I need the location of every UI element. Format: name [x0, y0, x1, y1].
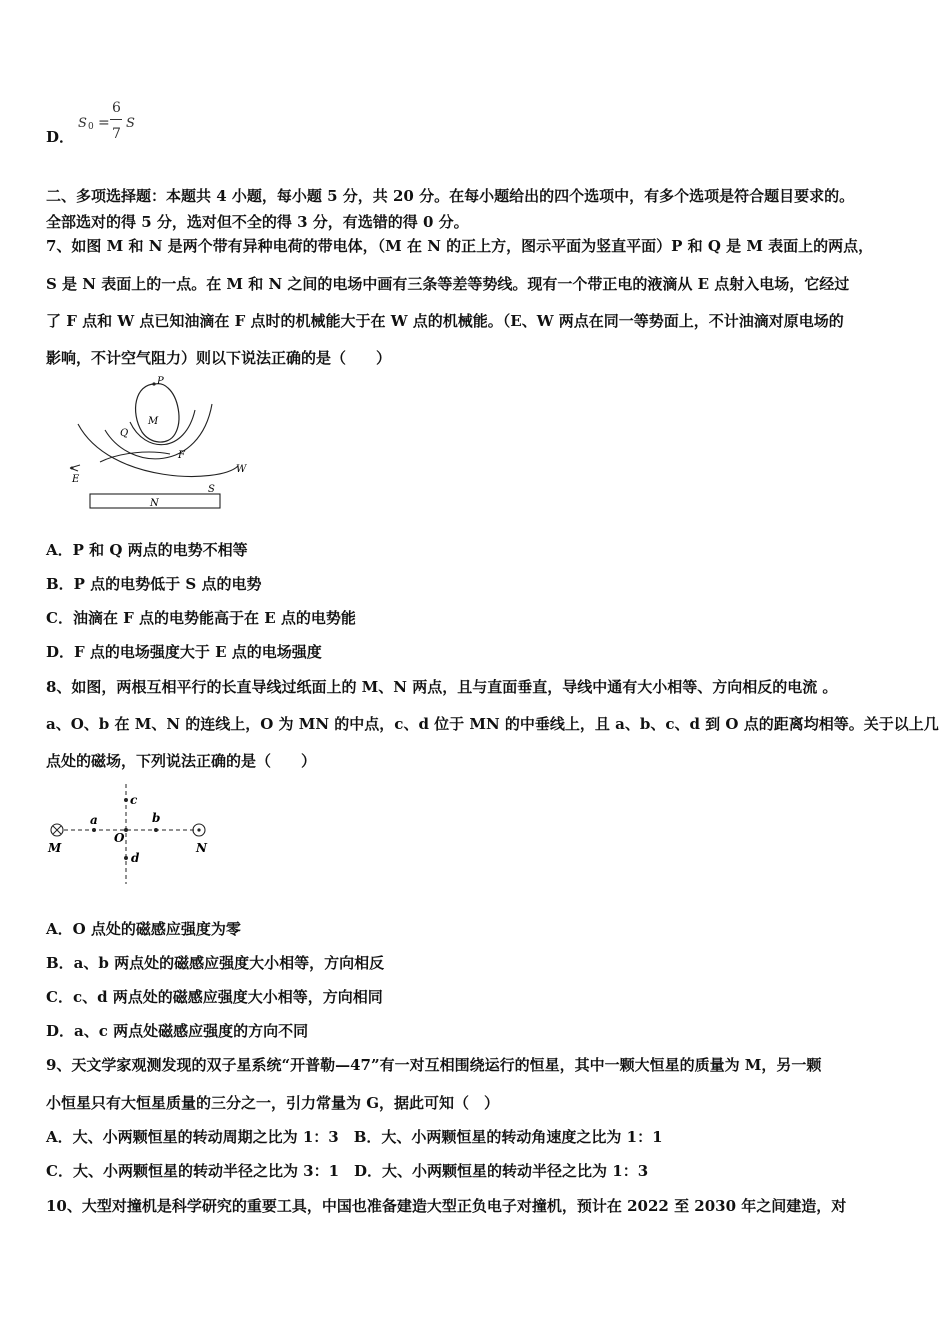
q8-option-b[interactable]: B．a、b 两点处的磁感应强度大小相等，方向相反: [46, 954, 385, 972]
point-d: [124, 856, 128, 860]
point-e: [71, 467, 74, 470]
section2-heading: 二、多项选择题：本题共 4 小题，每小题 5 分，共 20 分。在每小题给出的四个选项中，有多个选项是符合题目要求的。: [46, 187, 855, 205]
q9-options-ab[interactable]: A．大、小两颗恒星的转动周期之比为 1：3 B．大、小两颗恒星的转动角速度之比为 1：1: [46, 1128, 663, 1146]
q8-option-c[interactable]: C．c、d 两点处的磁感应强度大小相等，方向相同: [46, 988, 383, 1006]
q9-options-cd[interactable]: C．大、小两颗恒星的转动半径之比为 3：1 D．大、小两颗恒星的转动半径之比为 1：3: [46, 1162, 649, 1180]
figure-label-d: d: [131, 851, 140, 865]
point-c: [124, 798, 128, 802]
figure-label-a: a: [90, 813, 98, 827]
figure-label-n: N: [196, 841, 207, 855]
q7-option-b[interactable]: B．P 点的电势低于 S 点的电势: [46, 575, 262, 593]
figure-label-m: M: [148, 416, 159, 427]
q9-line: 小恒星只有大恒星质量的三分之一，引力常量为 G，据此可知（ ）: [46, 1094, 500, 1112]
figure-label-w: W: [236, 464, 247, 475]
figure-label-q: Q: [120, 428, 129, 439]
q7-line: 了 F 点和 W 点已知油滴在 F 点时的机械能大于在 W 点的机械能。（E、W 两点在同一等势面上，不计油滴对原电场的: [46, 312, 844, 330]
exam-page: D． S 0 = 6 7 S 二、多项选择题：本题共 4 小题，每小题 5 分，共 20 分。在每小题给出的四个选项中，有多个选项是符合题目要求的。 全部选对的得 5 分，选对但不全的得 3 分，有选错的得 0 分。 7、如图 M 和 N 是两个带有异种电荷的带电体，（M 在 N 的正上方，图示平面为竖直平面）P 和 Q 是 M 表面上的两点， S 是 N 表面上的一点。在 M 和 N 之间的电场中画有三条等差等势线。现有一个带正电的液滴从 E 点射入电场，它经过 了 F 点和 W 点已知油滴在 F 点时的机械能大于在 W 点的机械能。（E、W 两点在同一等势面上，不计油滴对原电场的 影响，不计空气阻力）则以下说法正确的是（ ） P M Q F W E S N A．P 和 Q 两点的电势不相等 B．P 点的电势低于 S 点的电势 C．油滴在 F 点的电势能高于在 E 点的电势能 D．F 点的电场强度大于 E 点的电场强度 8、如图，两根互相平行的长直导线过纸面上的 M、N 两点，且与直面垂直，导线中通有大小相等、方向相反的电流 。 a、O、b 在 M、N 的连线上，O 为 MN 的中点，c、d 位于 MN 的中垂线上，且 a、b、c、d 到 O 点的距离均相等。关于以上几 点处的磁场，下列说法正确的是（ ） c a b O d M N A．O 点处的磁感应强度为零 B．a、b 两点处的磁感应强度大小相等，方向相反 C．c、d 两点处的磁感应强度大小相等，方向相同 D．a、c 两点处磁感应强度的方向不同 9、天文学家观测发现的双子星系统“开普勒—47”有一对互相围绕运行的恒星，其中一颗大恒星的质量为 M，另一颗 小恒星只有大恒星质量的三分之一，引力常量为 G，据此可知（ ） A．大、小两颗恒星的转动周期之比为 1：3 B．大、小两颗恒星的转动角速度之比为 1：1 C．大、小两颗恒星的转动半径之比为 3：1 D．大、小两颗恒星的转动半径之比为 1：3 10、大型对撞机是科学研究的重要工具，中国也准备建造大型正负电子对撞机，预计在 2022 至 2030 年之间建造，对: [46, 100, 939, 1215]
q7-line: S 是 N 表面上的一点。在 M 和 N 之间的电场中画有三条等差等势线。现有一个带正电的液滴从 E 点射入电场，它经过: [46, 275, 850, 293]
section2-scoring: 全部选对的得 5 分，选对但不全的得 3 分，有选错的得 0 分。: [46, 213, 469, 231]
q7-electric-field-figure: [60, 372, 260, 517]
figure-label-p: P: [157, 376, 164, 387]
q8-line: a、O、b 在 M、N 的连线上，O 为 MN 的中点，c、d 位于 MN 的中垂线上，且 a、b、c、d 到 O 点的距离均相等。关于以上几: [46, 715, 939, 733]
q8-line: 点处的磁场，下列说法正确的是（ ）: [46, 752, 317, 770]
point-o: [124, 828, 128, 832]
q7-option-a[interactable]: A．P 和 Q 两点的电势不相等: [46, 541, 248, 559]
q10-line: 10、大型对撞机是科学研究的重要工具，中国也准备建造大型正负电子对撞机，预计在 2022 至 2030 年之间建造，对: [46, 1197, 847, 1215]
figure-label-b: b: [152, 811, 161, 825]
q8-option-a[interactable]: A．O 点处的磁感应强度为零: [46, 920, 241, 938]
figure-label-m: M: [48, 841, 62, 855]
option-d-label: D．: [46, 128, 75, 146]
q8-option-d[interactable]: D．a、c 两点处磁感应强度的方向不同: [46, 1022, 309, 1040]
q8-line: 8、如图，两根互相平行的长直导线过纸面上的 M、N 两点，且与直面垂直，导线中通有大小相等、方向相反的电流 。: [46, 678, 838, 696]
equipotential-line-outer: [78, 424, 238, 476]
q8-magnetic-field-figure: [44, 782, 224, 887]
point-b: [154, 828, 158, 832]
figure-label-s: S: [208, 484, 215, 495]
figure-label-o: O: [114, 831, 125, 845]
body-m: [136, 384, 179, 442]
figure-label-n: N: [150, 498, 159, 509]
q7-option-d[interactable]: D．F 点的电场强度大于 E 点的电场强度: [46, 643, 322, 661]
point-a: [92, 828, 96, 832]
figure-label-e: E: [72, 474, 80, 485]
q7-line: 7、如图 M 和 N 是两个带有异种电荷的带电体，（M 在 N 的正上方，图示平面为竖直平面）P 和 Q 是 M 表面上的两点，: [46, 237, 874, 255]
point-p: [152, 382, 155, 385]
figure-label-f: F: [178, 450, 185, 461]
q7-option-c[interactable]: C．油滴在 F 点的电势能高于在 E 点的电势能: [46, 609, 356, 627]
q7-line: 影响，不计空气阻力）则以下说法正确的是（ ）: [46, 349, 392, 367]
figure-label-c: c: [130, 793, 138, 807]
q9-line: 9、天文学家观测发现的双子星系统“开普勒—47”有一对互相围绕运行的恒星，其中一颗大恒星的质量为 M，另一颗: [46, 1056, 822, 1074]
